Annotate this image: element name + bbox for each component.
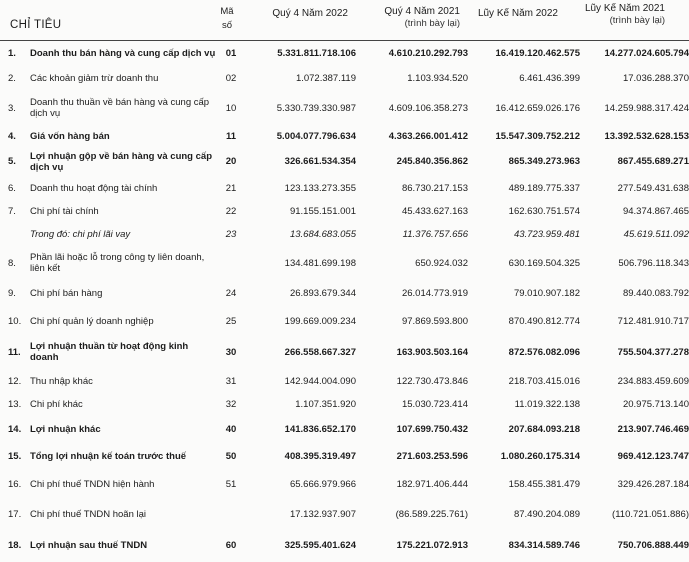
value-q4-2021: (86.589.225.761) xyxy=(395,508,468,520)
value-ytd-2021: 712.481.910.717 xyxy=(617,315,689,327)
row-number: 7. xyxy=(8,205,16,217)
value-ytd-2021: 329.426.287.184 xyxy=(617,478,689,490)
value-ytd-2022: 489.189.775.337 xyxy=(508,182,580,194)
value-ytd-2022: 870.490.812.774 xyxy=(508,315,580,327)
value-q4-2021: 4.363.266.001.412 xyxy=(388,130,468,142)
row-label: Chi phí quản lý doanh nghiệp xyxy=(30,315,154,327)
row-code: 32 xyxy=(225,398,237,410)
value-ytd-2022: 1.080.260.175.314 xyxy=(500,450,580,462)
value-ytd-2021: 213.907.746.469 xyxy=(617,423,689,435)
table-row xyxy=(0,125,689,147)
value-q4-2022: 5.330.739.330.987 xyxy=(276,102,356,114)
value-q4-2021: 245.840.356.862 xyxy=(396,156,468,167)
value-q4-2021: 15.030.723.414 xyxy=(401,398,468,410)
row-code: 23 xyxy=(225,228,237,240)
value-q4-2022: 408.395.319.497 xyxy=(284,450,356,462)
row-label: Thu nhập khác xyxy=(30,375,93,387)
value-ytd-2022: 865.349.273.963 xyxy=(508,156,580,167)
value-q4-2022: 326.661.534.354 xyxy=(284,156,356,167)
value-ytd-2022: 16.419.120.462.575 xyxy=(495,48,580,59)
table-row xyxy=(0,468,689,500)
value-q4-2022: 266.558.667.327 xyxy=(284,346,356,358)
table-row xyxy=(0,222,689,246)
table-row xyxy=(0,394,689,414)
row-number: 4. xyxy=(8,130,16,142)
value-q4-2022: 123.133.273.355 xyxy=(284,182,356,194)
table-row xyxy=(0,336,689,368)
row-number: 17. xyxy=(8,508,22,520)
table-row xyxy=(0,280,689,306)
value-ytd-2022: 87.490.204.089 xyxy=(513,508,580,520)
table-row xyxy=(0,528,689,562)
header-ytd-2021 xyxy=(561,3,665,27)
row-label: Tổng lợi nhuận kế toán trước thuế xyxy=(30,450,187,462)
row-number xyxy=(0,222,30,246)
value-ytd-2021: (110.721.051.886) xyxy=(612,508,689,520)
value-q4-2022: 26.893.679.344 xyxy=(289,287,356,299)
value-q4-2022: 142.944.004.090 xyxy=(284,375,356,387)
row-code: 24 xyxy=(225,287,237,299)
row-number: 2. xyxy=(8,73,16,84)
row-code: 51 xyxy=(225,478,237,490)
value-ytd-2022: 162.630.751.574 xyxy=(508,205,580,217)
row-code: 60 xyxy=(225,539,237,551)
table-row xyxy=(0,306,689,336)
value-q4-2022: 1.107.351.920 xyxy=(295,398,356,410)
row-number: 3. xyxy=(8,102,16,114)
value-ytd-2021: 750.706.888.449 xyxy=(617,539,689,551)
row-label: Lợi nhuận sau thuế TNDN xyxy=(30,539,148,551)
value-q4-2021: 1.103.934.520 xyxy=(407,73,468,84)
row-code: 22 xyxy=(225,205,237,217)
row-code: 50 xyxy=(225,450,237,462)
table-row xyxy=(0,246,689,280)
value-q4-2022: 17.132.937.907 xyxy=(289,508,356,520)
row-code: 30 xyxy=(225,346,237,358)
table-row xyxy=(0,41,689,66)
value-q4-2021: 45.433.627.163 xyxy=(401,205,468,217)
table-row xyxy=(0,414,689,444)
header-ytd-2022: Lũy Kế Năm 2022 xyxy=(477,8,558,19)
header-q4-2021-label: Quý 4 Năm 2021 xyxy=(384,6,460,17)
value-ytd-2022: 79.010.907.182 xyxy=(513,287,580,299)
table-row xyxy=(0,500,689,528)
value-q4-2022: 91.155.151.001 xyxy=(289,205,356,217)
value-ytd-2021: 867.455.689.271 xyxy=(617,156,689,167)
row-number: 6. xyxy=(8,182,16,194)
row-number: 16. xyxy=(8,478,22,490)
value-ytd-2021: 755.504.377.278 xyxy=(617,346,689,358)
row-label: Chi phí tài chính xyxy=(30,205,99,217)
row-number: 1. xyxy=(8,48,16,59)
value-ytd-2022: 872.576.082.096 xyxy=(508,346,580,358)
row-number: 14. xyxy=(8,423,22,435)
row-label: Lợi nhuận thuần từ hoạt động kinh doanh xyxy=(30,341,189,363)
value-q4-2022: 199.669.009.234 xyxy=(284,315,356,327)
value-q4-2021: 271.603.253.596 xyxy=(396,450,468,462)
row-number: 13. xyxy=(8,398,22,410)
row-label: Doanh thu hoạt động tài chính xyxy=(30,182,158,194)
row-label: Trong đó: chi phí lãi vay xyxy=(30,228,131,240)
value-q4-2021: 4.609.106.358.273 xyxy=(388,102,468,114)
row-code: 25 xyxy=(225,315,237,327)
row-number: 5. xyxy=(8,156,16,167)
header-indicator: CHỈ TIÊU xyxy=(10,19,62,31)
value-ytd-2021: 89.440.083.792 xyxy=(622,287,689,299)
row-code: 20 xyxy=(225,156,237,167)
header-q4-2021 xyxy=(360,6,460,30)
value-ytd-2021: 20.975.713.140 xyxy=(622,398,689,410)
value-q4-2021: 11.376.757.656 xyxy=(402,228,468,240)
header-code-line1: Mã xyxy=(220,6,234,17)
row-number: 9. xyxy=(8,287,16,299)
table-row xyxy=(0,66,689,91)
value-ytd-2022: 630.169.504.325 xyxy=(508,257,580,269)
value-ytd-2021: 277.549.431.638 xyxy=(617,182,689,194)
value-ytd-2022: 15.547.309.752.212 xyxy=(495,130,580,142)
value-ytd-2022: 207.684.093.218 xyxy=(508,423,580,435)
table-row xyxy=(0,147,689,176)
value-ytd-2021: 234.883.459.609 xyxy=(617,375,689,387)
row-label: Giá vốn hàng bán xyxy=(30,130,110,142)
value-q4-2022: 5.004.077.796.634 xyxy=(276,130,356,142)
value-q4-2021: 175.221.072.913 xyxy=(396,539,468,551)
row-code: 40 xyxy=(225,423,237,435)
row-label: Lợi nhuận khác xyxy=(30,423,101,435)
value-ytd-2022: 834.314.589.746 xyxy=(508,539,580,551)
value-ytd-2022: 43.723.959.481 xyxy=(513,228,580,240)
row-label: Lợi nhuận gộp về bán hàng và cung cấp dịch vụ xyxy=(30,150,212,173)
header-ytd-2021-sub: (trình bày lại) xyxy=(609,15,665,26)
value-ytd-2021: 969.412.123.747 xyxy=(617,450,689,462)
row-code: 01 xyxy=(225,48,237,59)
table-row xyxy=(0,368,689,394)
value-q4-2021: 182.971.406.444 xyxy=(396,478,468,490)
row-code xyxy=(218,246,244,280)
value-ytd-2022: 158.455.381.479 xyxy=(508,478,580,490)
value-ytd-2022: 16.412.659.026.176 xyxy=(495,102,580,114)
value-ytd-2022: 218.703.415.016 xyxy=(508,375,580,387)
row-number: 11. xyxy=(8,346,21,358)
value-q4-2021: 107.699.750.432 xyxy=(396,423,468,435)
value-q4-2021: 163.903.503.164 xyxy=(396,346,468,358)
value-q4-2022: 5.331.811.718.106 xyxy=(277,48,356,59)
row-code: 31 xyxy=(225,375,237,387)
value-ytd-2021: 13.392.532.628.153 xyxy=(604,130,689,142)
header-code xyxy=(216,5,238,33)
row-number: 8. xyxy=(8,257,16,269)
header-code-line2: số xyxy=(221,20,233,31)
row-label: Chi phí thuế TNDN hoãn lại xyxy=(30,508,146,520)
header-q4-2021-sub: (trình bày lại) xyxy=(404,18,460,29)
row-code xyxy=(218,500,244,528)
value-q4-2022: 134.481.699.198 xyxy=(284,257,356,269)
value-ytd-2021: 94.374.867.465 xyxy=(622,205,689,217)
value-q4-2022: 141.836.652.170 xyxy=(284,423,356,435)
value-ytd-2021: 45.619.511.092 xyxy=(623,228,689,240)
value-ytd-2021: 14.277.024.605.794 xyxy=(604,48,689,59)
statement-table xyxy=(0,41,689,562)
value-ytd-2021: 506.796.118.343 xyxy=(618,257,689,269)
row-label: Chi phí bán hàng xyxy=(30,287,103,299)
row-code: 21 xyxy=(225,182,237,194)
header-ytd-2021-label: Lũy Kế Năm 2021 xyxy=(584,3,665,14)
table-row xyxy=(0,444,689,468)
row-number: 12. xyxy=(8,375,22,387)
row-number: 10. xyxy=(8,315,22,327)
row-label: Doanh thu bán hàng và cung cấp dịch vụ xyxy=(30,48,216,59)
value-q4-2021: 26.014.773.919 xyxy=(401,287,468,299)
value-ytd-2021: 14.259.988.317.424 xyxy=(604,102,689,114)
row-code: 11 xyxy=(225,130,237,142)
row-number: 15. xyxy=(8,450,22,462)
row-code: 02 xyxy=(225,73,237,84)
row-code: 10 xyxy=(225,102,237,114)
row-label: Các khoản giảm trừ doanh thu xyxy=(30,73,159,84)
value-q4-2021: 86.730.217.153 xyxy=(401,182,468,194)
value-q4-2021: 4.610.210.292.793 xyxy=(388,48,468,59)
row-number: 18. xyxy=(8,539,22,551)
header-q4-2022: Quý 4 Năm 2022 xyxy=(272,8,348,19)
value-q4-2021: 650.924.032 xyxy=(415,257,468,269)
table-row xyxy=(0,176,689,200)
value-ytd-2022: 11.019.322.138 xyxy=(514,398,580,410)
value-q4-2022: 1.072.387.119 xyxy=(295,73,356,84)
value-ytd-2022: 6.461.436.399 xyxy=(519,73,580,84)
row-label: Chi phí khác xyxy=(30,398,83,410)
table-row xyxy=(0,200,689,222)
value-ytd-2021: 17.036.288.370 xyxy=(622,73,689,84)
table-row xyxy=(0,91,689,125)
value-q4-2022: 325.595.401.624 xyxy=(284,539,356,551)
row-label: Doanh thu thuần về bán hàng và cung cấp dịch vụ xyxy=(30,97,210,119)
value-q4-2022: 65.666.979.966 xyxy=(289,478,356,490)
value-q4-2022: 13.684.683.055 xyxy=(289,228,356,240)
value-q4-2021: 122.730.473.846 xyxy=(396,375,468,387)
value-q4-2021: 97.869.593.800 xyxy=(401,315,468,327)
row-label: Phần lãi hoặc lỗ trong công ty liên doanh, liên kết xyxy=(30,252,205,274)
row-label: Chi phí thuế TNDN hiện hành xyxy=(30,478,155,490)
